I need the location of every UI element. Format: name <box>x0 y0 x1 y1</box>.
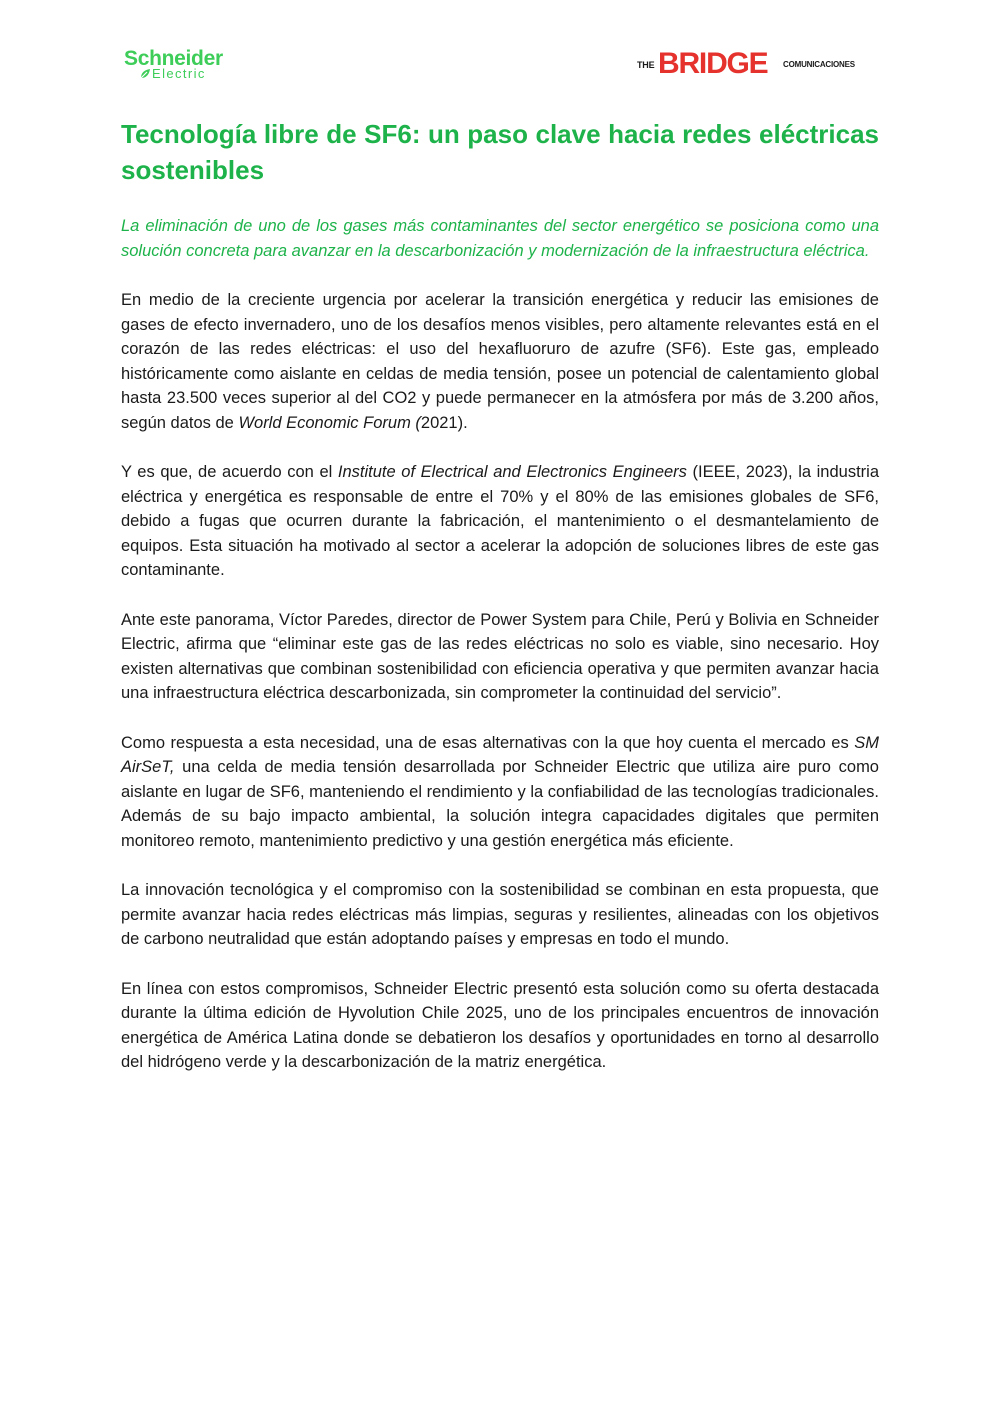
leaf-icon <box>139 68 151 80</box>
article-body <box>121 116 879 1075</box>
bridge-logo-prefix: THE <box>637 60 655 70</box>
schneider-logo-wordmark: Schneider <box>124 47 223 70</box>
paragraph-1-text-end: 2021). <box>420 413 468 432</box>
paragraph-2-text: Y es que, de acuerdo con el <box>121 463 338 481</box>
paragraph-4-text-end: una celda de media tensión desarrollada por Schneider Electric que utiliza aire puro como aislante en lugar de SF6, manteniendo el rendimiento y la confiabilidad de las tecnologías tradicionales. Además de su bajo impacto ambiental, la solución integra capacidades digitales que permiten monitoreo remoto, mantenimiento predictivo y una gestión energética más eficiente. <box>121 758 879 850</box>
paragraph-1-text: En medio de la creciente urgencia por acelerar la transición energética y reducir las emisiones de gases de efecto invernadero, uno de los desafíos menos visibles, pero altamente relevantes está en el corazón de las redes eléctricas: el uso del hexafluoruro de azufre (SF6). Este gas, empleado históricamente como aislante en celdas de media tensión, posee un potencial de calentamiento global hasta 23.500 veces superior al del CO2 y puede permanecer en la atmósfera por más de 3.200 años, según datos de <box>121 291 879 432</box>
paragraph-6: En línea con estos compromisos, Schneider Electric presentó esta solución como su oferta destacada durante la última edición de Hyvolution Chile 2025, uno de los principales encuentros de innovación energética de América Latina donde se debatieron los desafíos y oportunidades en torno al desarrollo del hidrógeno verde y la descarbonización de la matriz energética. <box>121 979 879 1071</box>
paragraph-4-text: Como respuesta a esta necesidad, una de esas alternativas con la que hoy cuenta el mercado es <box>121 733 855 752</box>
paragraph-2-text-end: (IEEE, 2023), la industria eléctrica y energética es responsable de entre el 70% y el 80% de las emisiones globales de SF6, debido a fugas que ocurren durante la fabricación, el mantenimiento o el desmantelamiento de equipos. Esta situación ha motivado al sector a acelerar la adopción de soluciones libres de este gas contaminante. <box>121 463 880 579</box>
paragraph-5: La innovación tecnológica y el compromiso con la sostenibilidad se combinan en esta propuesta, que permite avanzar hacia redes eléctricas más limpias, seguras y resilientes, alineadas con los objetivos de carbono neutralidad que están adoptando países y empresas en todo el mundo. <box>121 881 879 948</box>
article-title: Tecnología libre de SF6: un paso clave hacia redes eléctricas sostenibles <box>121 119 879 185</box>
paragraph-2 <box>121 460 879 583</box>
schneider-electric-logo <box>124 48 239 84</box>
page-header <box>0 0 1000 100</box>
paragraph-1-source: World Economic Forum ( <box>238 413 421 432</box>
paragraph-4 <box>121 731 879 854</box>
paragraph-3: Ante este panorama, Víctor Paredes, director de Power System para Chile, Perú y Bolivia en Schneider Electric, afirma que “eliminar este gas de las redes eléctricas no solo es viable, sino necesario. Hoy existen alternativas que combinan sostenibilidad con eficiencia operativa y que permiten avanzar hacia una infraestructura eléctrica descarbonizada, sin comprometer la continuidad del servicio”. <box>121 610 879 702</box>
paragraph-2-source: Institute of Electrical and Electronics Engineers <box>337 463 687 481</box>
bridge-logo-suffix: COMUNICACIONES <box>783 60 855 69</box>
paragraph-4-product: SM AirSeT, <box>121 733 879 776</box>
the-bridge-logo <box>637 48 877 82</box>
article-lead: La eliminación de uno de los gases más contaminantes del sector energético se posiciona como una solución concreta para avanzar en la descarbonización y modernización de la infraestructura eléctrica. <box>121 217 879 260</box>
schneider-logo-subtitle: Electric <box>152 66 206 81</box>
bridge-logo-wordmark: BRIDGE <box>658 47 768 80</box>
paragraph-1 <box>121 288 879 435</box>
